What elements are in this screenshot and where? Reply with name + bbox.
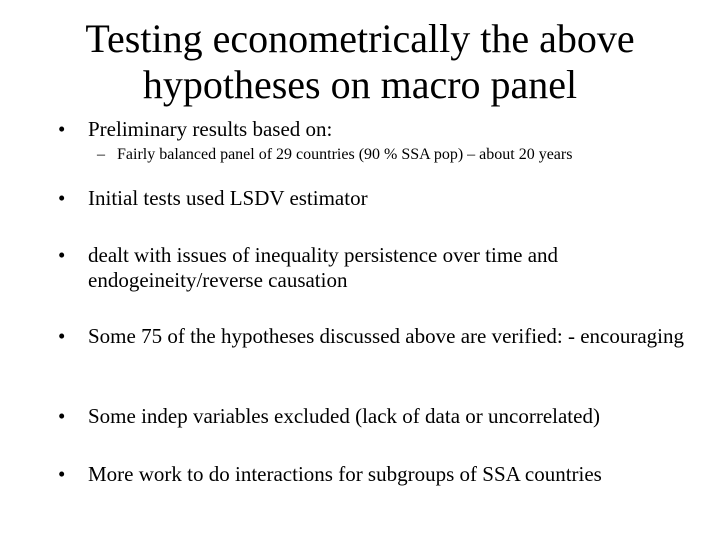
bullet-text: More work to do interactions for subgroups of SSA countries (88, 462, 602, 486)
bullet-item (58, 462, 698, 487)
bullet-marker: • (58, 462, 66, 486)
bullet-text: Preliminary results based on: (88, 117, 333, 141)
bullet-marker: • (58, 186, 66, 210)
sub-bullet-marker: – (97, 146, 105, 163)
bullet-item (58, 243, 698, 293)
bullet-item (58, 186, 698, 211)
bullet-text: Initial tests used LSDV estimator (88, 186, 368, 210)
title-line-2: hypotheses on macro panel (142, 62, 578, 107)
bullet-item (58, 117, 698, 142)
bullet-text: Some 75 of the hypotheses discussed above are verified: - encouraging (88, 324, 684, 348)
bullet-text: dealt with issues of inequality persistence over time and endogeineity/reverse causation (88, 243, 559, 292)
bullet-marker: • (58, 404, 66, 428)
bullet-item (58, 404, 698, 429)
sub-bullet-text: Fairly balanced panel of 29 countries (90 % SSA pop) – about 20 years (117, 146, 573, 163)
sub-bullet-item (97, 146, 657, 163)
bullet-text: Some indep variables excluded (lack of data or uncorrelated) (88, 404, 600, 428)
bullet-marker: • (58, 243, 66, 267)
slide-title (0, 16, 720, 108)
title-line-1: Testing econometrically the above (85, 16, 635, 61)
bullet-item (58, 324, 698, 349)
bullet-marker: • (58, 324, 66, 348)
bullet-marker: • (58, 117, 66, 141)
